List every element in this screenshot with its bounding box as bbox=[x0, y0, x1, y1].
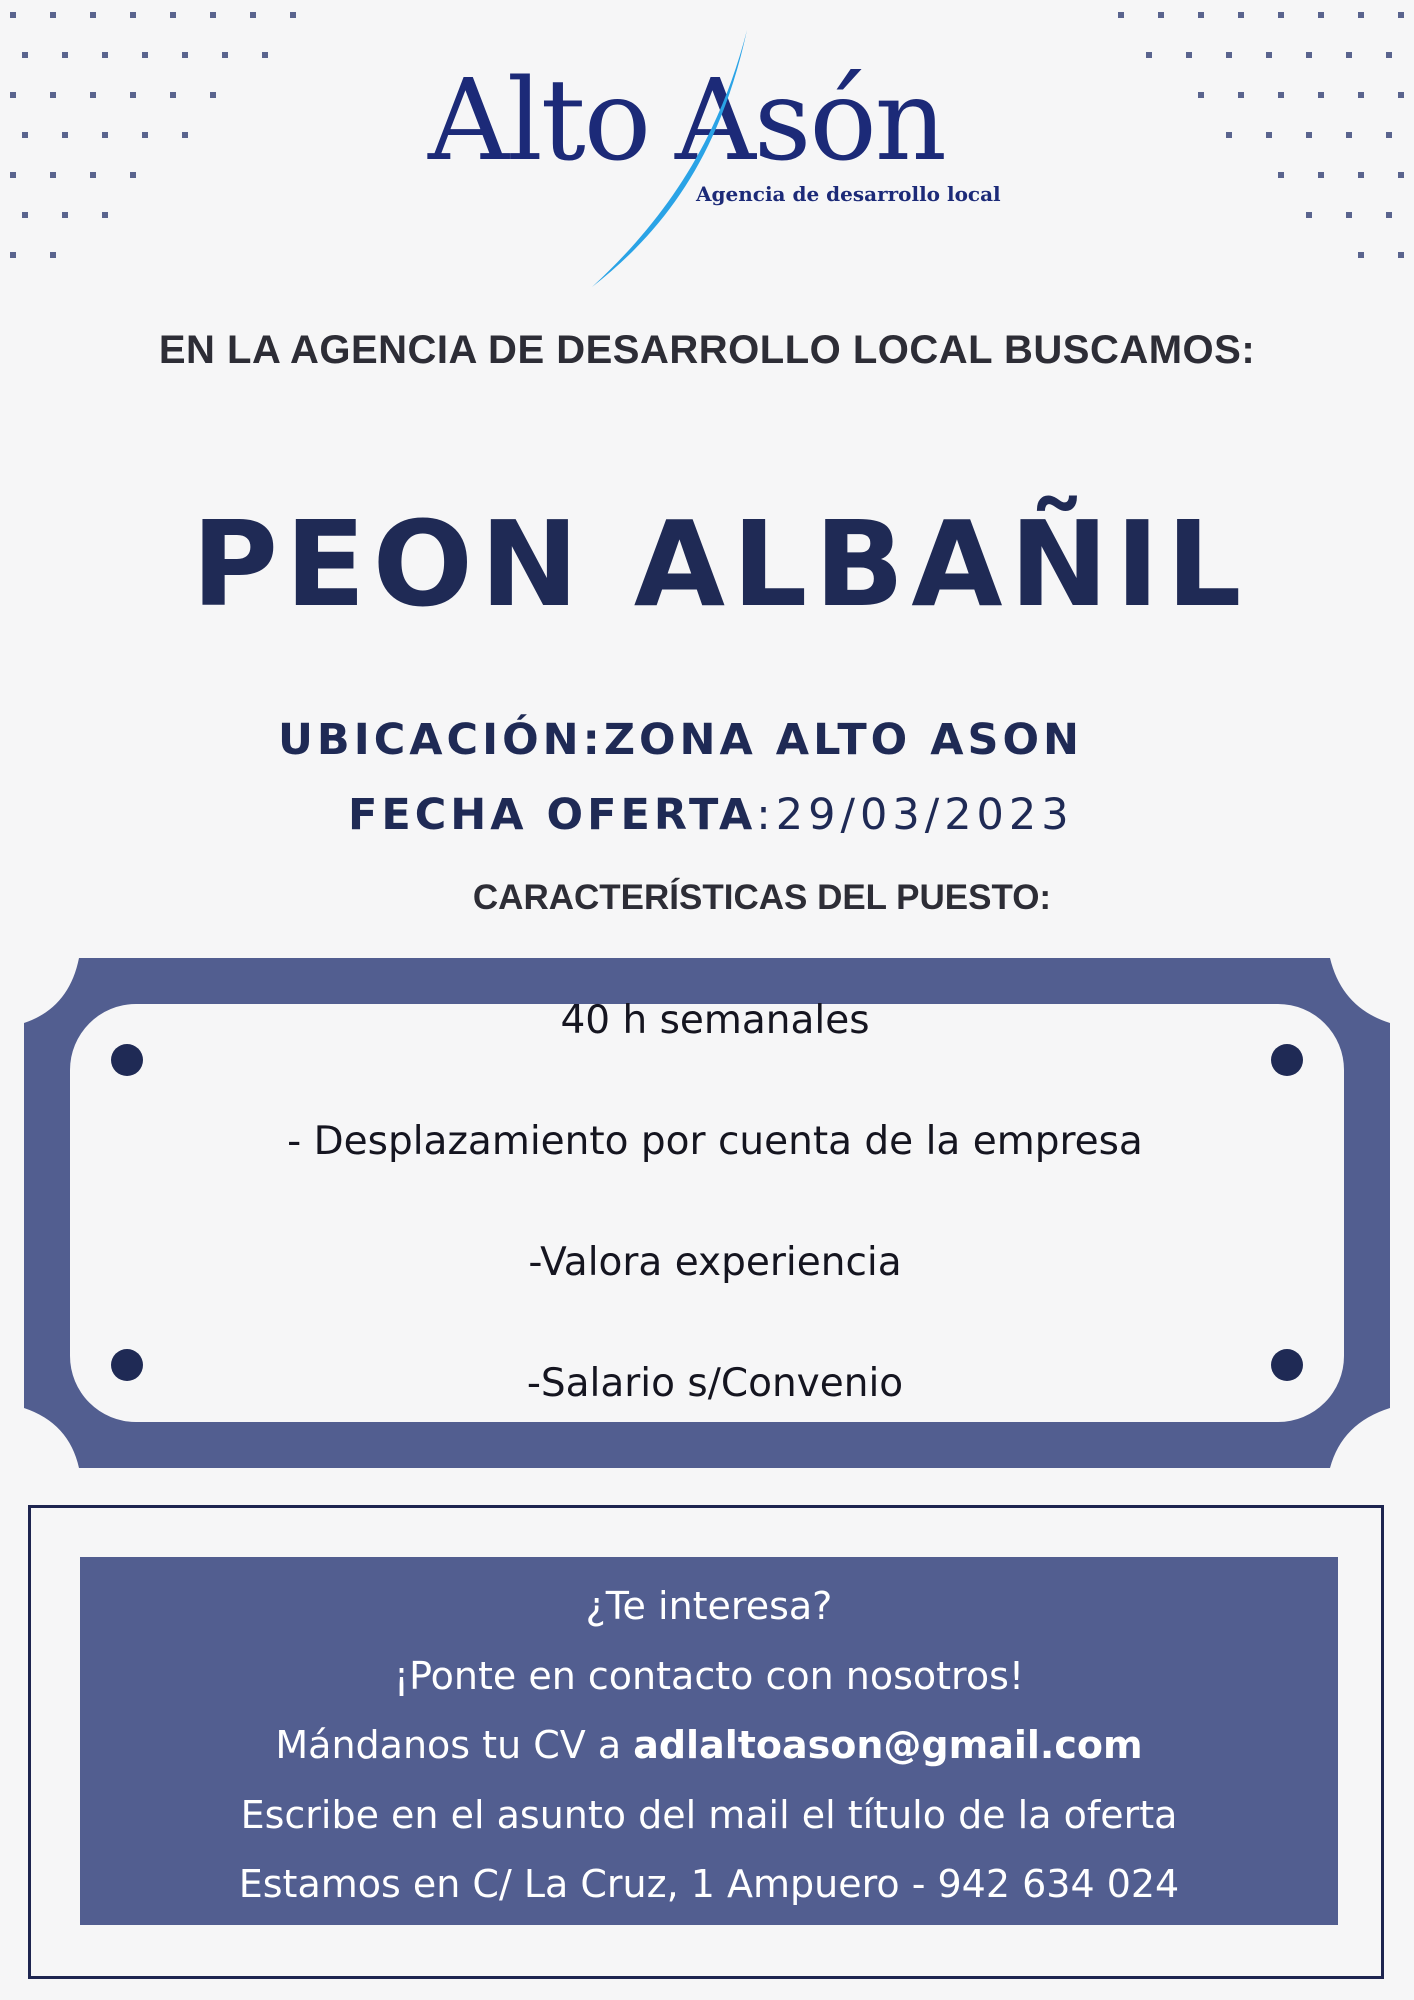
logo-swoosh-icon bbox=[420, 25, 1000, 295]
job-title: PEON ALBAÑIL bbox=[191, 495, 1249, 633]
contact-question: ¿Te interesa? bbox=[585, 1584, 833, 1628]
feature-item-hours: 40 h semanales bbox=[560, 998, 870, 1043]
logo-subtitle: Agencia de desarrollo local bbox=[696, 182, 1001, 206]
contact-send-cv-prefix: Mándanos tu CV a bbox=[275, 1723, 634, 1767]
contact-subject-instruction: Escribe en el asunto del mail el título de la oferta bbox=[240, 1792, 1178, 1837]
contact-email-link[interactable]: adlaltoason@gmail.com bbox=[633, 1723, 1143, 1767]
contact-invite: ¡Ponte en contacto con nosotros! bbox=[393, 1653, 1025, 1698]
location-line: UBICACIÓN:ZONA ALTO ASON bbox=[278, 715, 1083, 765]
feature-item-experience: -Valora experiencia bbox=[528, 1240, 902, 1285]
offer-date-line bbox=[348, 790, 1074, 840]
logo-word-ason: Asón bbox=[675, 56, 945, 186]
contact-lines bbox=[80, 1572, 1338, 1920]
features-heading: CARACTERÍSTICAS DEL PUESTO: bbox=[472, 878, 1052, 917]
alto-ason-logo bbox=[420, 25, 1000, 295]
feature-item-salary: -Salario s/Convenio bbox=[526, 1361, 904, 1406]
contact-send-cv bbox=[80, 1711, 1338, 1781]
intro-heading: EN LA AGENCIA DE DESARROLLO LOCAL BUSCAMOS: bbox=[158, 328, 1256, 372]
contact-address-phone: Estamos en C/ La Cruz, 1 Ampuero - 942 634 024 bbox=[238, 1862, 1180, 1906]
logo-word-alto: Alto bbox=[428, 56, 650, 186]
feature-item-travel: - Desplazamiento por cuenta de la empresa bbox=[287, 1119, 1143, 1164]
offer-date-value: 29/03/2023 bbox=[775, 790, 1074, 840]
features-list bbox=[70, 1000, 1360, 1484]
offer-date-separator: : bbox=[756, 790, 776, 840]
offer-date-label: FECHA OFERTA bbox=[348, 790, 757, 840]
